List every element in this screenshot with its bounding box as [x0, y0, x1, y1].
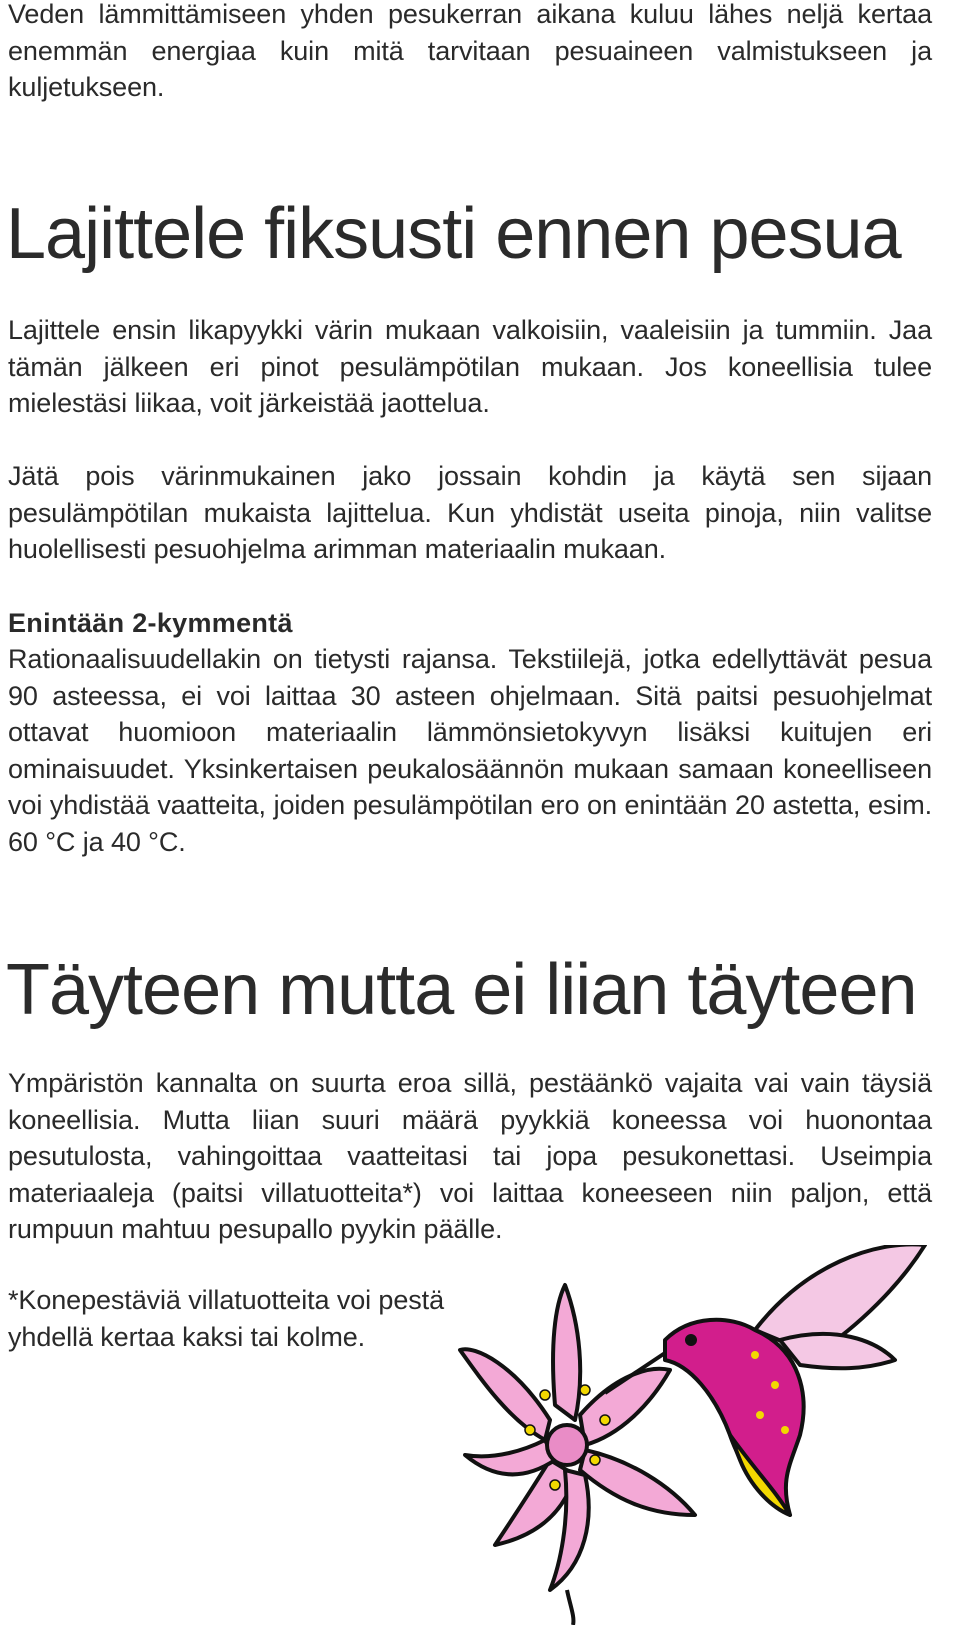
wool-footnote: *Konepestäviä villatuotteita voi pestä yhdellä kertaa kaksi tai kolme.: [8, 1285, 444, 1352]
section-sort-paragraph-1: Lajittele ensin likapyykki värin mukaan valkoisiin, vaaleisiin ja tummiin. Jaa tämän jälkeen eri pinot pesulämpötilan mukaan. Jos koneellisia tulee mielestäsi liikaa, voit järkeistää jaottelua.: [8, 315, 932, 418]
section-sort-heading: Lajittele fiksusti ennen pesua: [6, 194, 901, 274]
section-full-load-paragraph: Ympäristön kannalta on suurta eroa sillä, pestäänkö vajaita vai vain täysiä koneellisia. Mutta liian suuri määrä pyykkiä koneessa voi huonontaa pesutulosta, vahingoittaa vaatteitasi tai jopa pesukonettasi. Useimpia materiaaleja (paitsi villatuotteita*) voi laittaa koneeseen niin paljon, että rumpuun mahtuu pesupallo pyykin päälle.: [8, 1068, 932, 1244]
section-max20-paragraph: Rationaalisuudellakin on tietysti rajansa. Tekstiilejä, jotka edellyttävät pesua 90 asteessa, ei voi laittaa 30 asteen ohjelmaan. Sitä paitsi pesuohjelmat ottavat huomioon materiaalin lämmönsietokyvyn lisäksi kuitujen eri ominaisuudet. Yksinkertaisen peukalosäännön mukaan samaan koneelliseen voi yhdistää vaatteita, joiden pesulämpötilan ero on enintään 20 astetta, esim. 60 °C ja 40 °C.: [8, 644, 932, 857]
lily-flower-icon: [460, 1285, 695, 1625]
section-sort-paragraph-2: Jätä pois värinmukainen jako jossain kohdin ja käytä sen sijaan pesulämpötilan mukaista lajittelua. Kun yhdistät useita pinoja, niin valitse huolellisesti pesuohjelma arimman materiaalin mukaan.: [8, 461, 932, 564]
section-max20-heading: Enintään 2-kymmentä: [8, 608, 293, 638]
intro-paragraph: Veden lämmittämiseen yhden pesukerran aikana kuluu lähes neljä kertaa enemmän energiaa kuin mitä tarvitaan pesuaineen valmistukseen ja kuljetukseen.: [8, 0, 932, 102]
hummingbird-lily-illustration: [455, 1245, 935, 1625]
section-full-load-heading: Täyteen mutta ei liian täyteen: [6, 950, 917, 1030]
